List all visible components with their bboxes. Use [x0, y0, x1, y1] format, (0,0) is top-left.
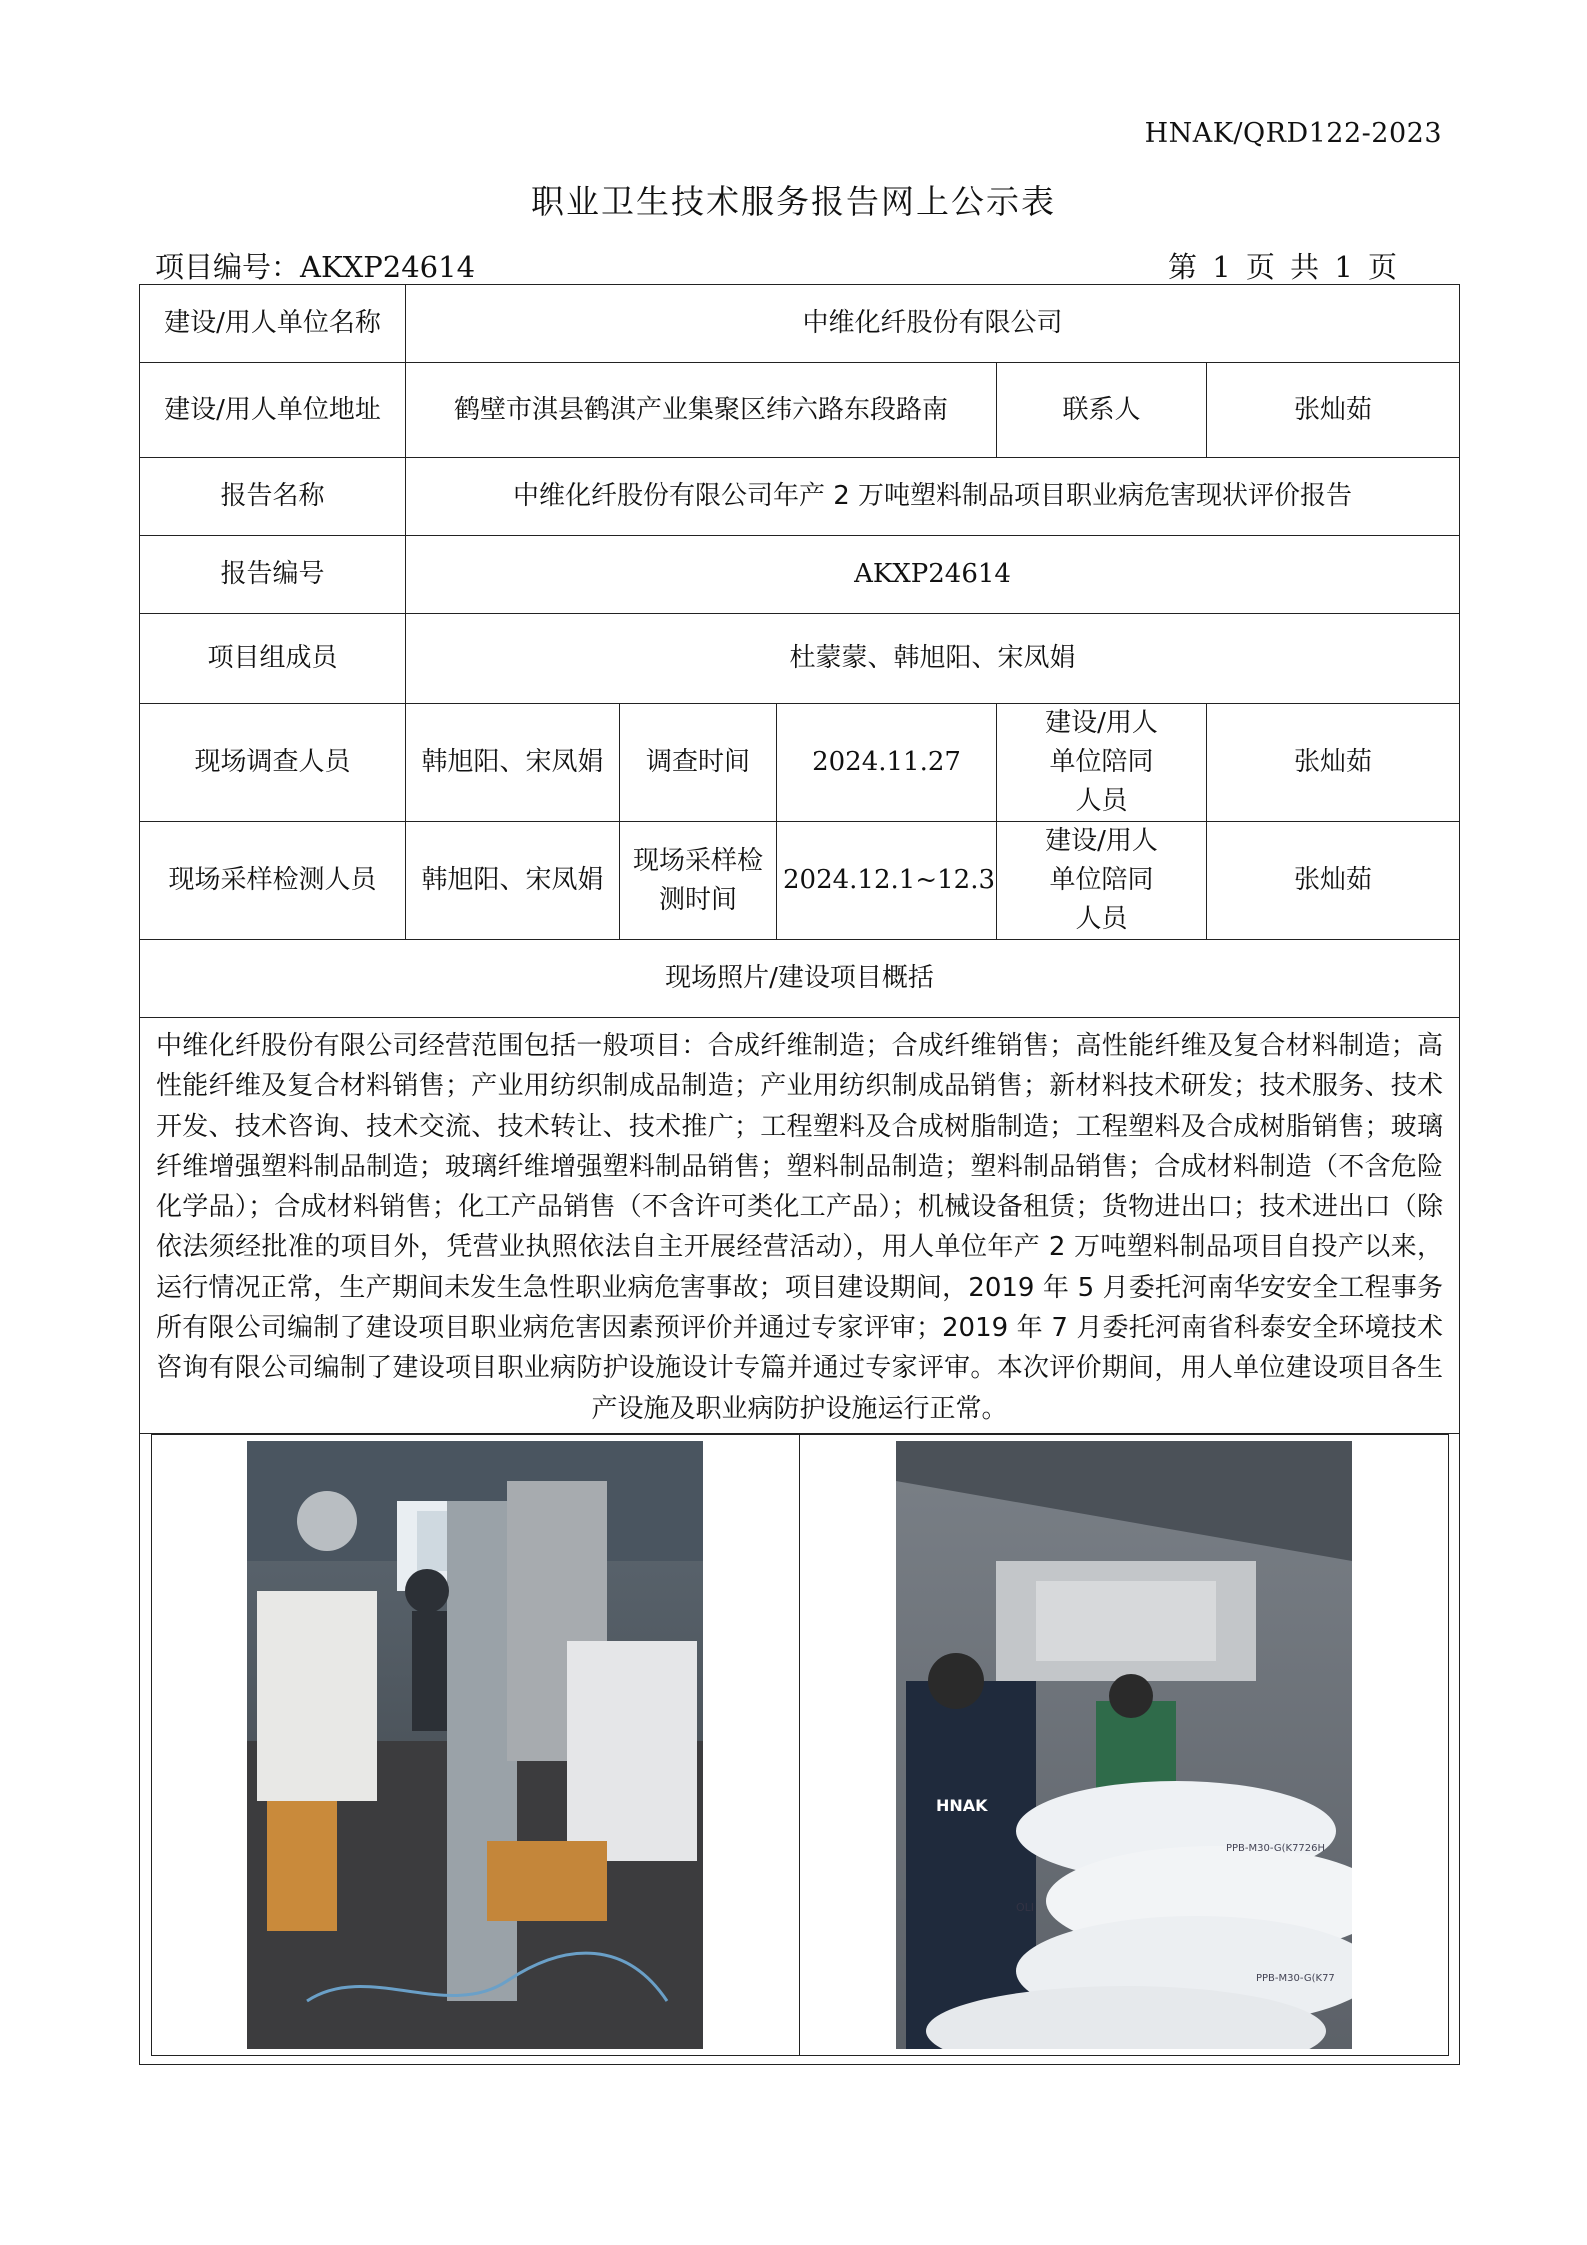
- survey-escort-label: 建设/用人单位陪同人员: [997, 704, 1207, 822]
- report-number-value: AKXP24614: [406, 536, 1460, 614]
- page-title: 职业卫生技术服务报告网上公示表: [531, 182, 1056, 221]
- site-photo-survey: [247, 1441, 703, 2049]
- sampling-time-value: 2024.12.1~12.3: [777, 822, 997, 940]
- members-label: 项目组成员: [140, 614, 406, 704]
- sampling-escort-label: 建设/用人单位陪同人员: [997, 822, 1207, 940]
- project-number: [155, 245, 475, 286]
- photo-cell: [140, 1433, 1460, 2064]
- sampling-escort-value: 张灿茹: [1207, 822, 1460, 940]
- sampling-time-label: 现场采样检测时间: [620, 822, 777, 940]
- site-photo-sampling-image: [896, 1441, 1352, 2049]
- members-value: 杜蒙蒙、韩旭阳、宋凤娟: [406, 614, 1460, 704]
- site-photo-survey-image: [247, 1441, 703, 2049]
- photo-grid: [151, 1434, 1449, 2056]
- project-number-value: AKXP24614: [300, 250, 476, 284]
- report-name-value: 中维化纤股份有限公司年产 2 万吨塑料制品项目职业病危害现状评价报告: [406, 458, 1460, 536]
- sampling-staff-label: 现场采样检测人员: [140, 822, 406, 940]
- unit-address-value: 鹤壁市淇县鹤淇产业集聚区纬六路东段路南: [406, 363, 997, 458]
- report-name-label: 报告名称: [140, 458, 406, 536]
- survey-staff-label: 现场调查人员: [140, 704, 406, 822]
- report-number-label: 报告编号: [140, 536, 406, 614]
- photo-slot-left: [152, 1435, 800, 2055]
- page-info: 第 1 页 共 1 页: [1168, 250, 1397, 284]
- survey-time-label: 调查时间: [620, 704, 777, 822]
- survey-escort-value: 张灿茹: [1207, 704, 1460, 822]
- unit-name-label: 建设/用人单位名称: [140, 285, 406, 363]
- sampling-staff-value: 韩旭阳、宋凤娟: [406, 822, 620, 940]
- photo-slot-right: [799, 1435, 1448, 2055]
- unit-address-label: 建设/用人单位地址: [140, 363, 406, 458]
- disclosure-table: [139, 284, 1460, 2065]
- contact-value: 张灿茹: [1207, 363, 1460, 458]
- document-code: HNAK/QRD122-2023: [1144, 118, 1442, 149]
- jacket-logo: HNAK: [935, 1795, 988, 1815]
- bag-label-2: PPB-M30-G(K77: [1255, 1972, 1335, 1984]
- overview-text: 中维化纤股份有限公司经营范围包括一般项目：合成纤维制造；合成纤维销售；高性能纤维及复合材料制造；高性能纤维及复合材料销售；产业用纺织制成品制造；产业用纺织制成品销售；新材料技术研发；技术服务、技术开发、技术咨询、技术交流、技术转让、技术推广；工程塑料及合成树脂制造；工程塑料及合成树脂销售；玻璃纤维增强塑料制品制造；玻璃纤维增强塑料制品销售；塑料制品制造；塑料制品销售；合成材料制造（不含危险化学品）；合成材料销售；化工产品销售（不含许可类化工产品）；机械设备租赁；货物进出口；技术进出口（除依法须经批准的项目外，凭营业执照依法自主开展经营活动），用人单位年产 2 万吨塑料制品项目自投产以来，运行情况正常，生产期间未发生急性职业病危害事故；项目建设期间，2019 年 5 月委托河南华安安全工程事务所有限公司编制了建设项目职业病危害因素预评价并通过专家评审；2019 年 7 月委托河南省科泰安全环境技术咨询有限公司编制了建设项目职业病防护设施设计专篇并通过专家评审。本次评价期间，用人单位建设项目各生产设施及职业病防护设施运行正常。: [140, 1018, 1460, 1434]
- meta-row: [155, 245, 1397, 284]
- bag-label-1: PPB-M30-G(K7726H: [1225, 1842, 1325, 1854]
- survey-staff-value: 韩旭阳、宋凤娟: [406, 704, 620, 822]
- survey-time-value: 2024.11.27: [777, 704, 997, 822]
- bag-label-3: OLI: [1015, 1900, 1034, 1914]
- overview-label: 现场照片/建设项目概括: [140, 940, 1460, 1018]
- project-number-label: 项目编号：: [155, 250, 301, 284]
- contact-label: 联系人: [997, 363, 1207, 458]
- unit-name-value: 中维化纤股份有限公司: [406, 285, 1460, 363]
- site-photo-sampling: [896, 1441, 1352, 2049]
